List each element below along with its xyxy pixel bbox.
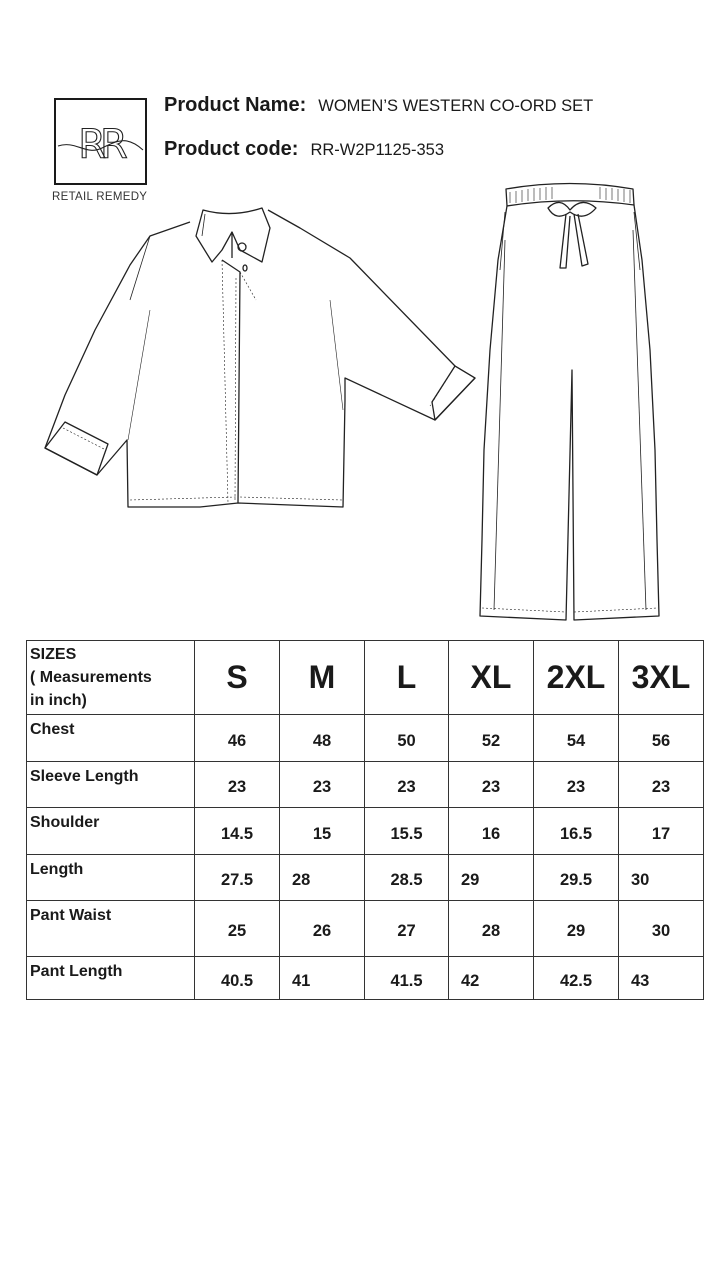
measurement-cell: 23 xyxy=(195,762,280,808)
size-header: 2XL xyxy=(534,641,619,715)
measurement-cell: 42.5 xyxy=(534,957,619,1000)
measurement-cell: 50 xyxy=(365,715,449,762)
rr-monogram-icon xyxy=(56,100,145,183)
measurement-cell: 23 xyxy=(449,762,534,808)
measurement-cell: 17 xyxy=(619,808,704,855)
shirt-sketch xyxy=(40,200,490,520)
pants-outline xyxy=(480,205,659,620)
corner-line: in inch) xyxy=(30,692,87,709)
measurement-cell: 16 xyxy=(449,808,534,855)
measurement-cell: 15.5 xyxy=(365,808,449,855)
measurement-cell: 42 xyxy=(449,957,534,1000)
measurement-cell: 29 xyxy=(449,855,534,901)
measurement-cell: 52 xyxy=(449,715,534,762)
table-row xyxy=(27,715,704,762)
measurement-cell: 48 xyxy=(280,715,365,762)
measurement-cell: 28 xyxy=(449,901,534,957)
size-header: S xyxy=(195,641,280,715)
table-row xyxy=(27,901,704,957)
drawstring-bow xyxy=(548,202,596,216)
size-chart-table xyxy=(26,640,704,1000)
measurement-cell: 28.5 xyxy=(365,855,449,901)
shirt-outline xyxy=(45,210,475,507)
row-label: Shoulder xyxy=(27,808,195,855)
product-name-label: Product Name: xyxy=(164,94,307,116)
size-header: L xyxy=(365,641,449,715)
pants-sketch xyxy=(478,180,668,630)
measurement-cell: 23 xyxy=(534,762,619,808)
sizes-header-cell xyxy=(27,641,195,715)
row-label: Chest xyxy=(27,715,195,762)
measurement-cell: 30 xyxy=(619,855,704,901)
size-header-row xyxy=(27,641,704,715)
left-cuff xyxy=(45,422,108,475)
corner-line: ( Measurements xyxy=(30,669,152,686)
measurement-cell: 14.5 xyxy=(195,808,280,855)
brand-logo xyxy=(54,98,147,185)
table-row xyxy=(27,957,704,1000)
measurement-cell: 56 xyxy=(619,715,704,762)
row-label: Sleeve Length xyxy=(27,762,195,808)
product-code-line xyxy=(164,138,444,161)
row-label: Pant Waist xyxy=(27,901,195,957)
waistband xyxy=(506,184,634,207)
row-label: Pant Length xyxy=(27,957,195,1000)
measurement-cell: 27.5 xyxy=(195,855,280,901)
measurement-cell: 43 xyxy=(619,957,704,1000)
measurement-cell: 41 xyxy=(280,957,365,1000)
collar xyxy=(196,208,270,262)
measurement-cell: 25 xyxy=(195,901,280,957)
row-label: Length xyxy=(27,855,195,901)
table-row xyxy=(27,808,704,855)
brand-name: RETAIL REMEDY xyxy=(52,191,148,203)
measurement-cell: 16.5 xyxy=(534,808,619,855)
measurement-cell: 23 xyxy=(280,762,365,808)
table-row xyxy=(27,855,704,901)
product-name-value: WOMEN’S WESTERN CO-ORD SET xyxy=(318,97,594,115)
measurement-cell: 41.5 xyxy=(365,957,449,1000)
drawstring-tie-left xyxy=(560,214,570,268)
drawstring-tie-right xyxy=(574,214,588,266)
size-header: 3XL xyxy=(619,641,704,715)
measurement-cell: 23 xyxy=(365,762,449,808)
measurement-cell: 28 xyxy=(280,855,365,901)
measurement-cell: 15 xyxy=(280,808,365,855)
size-header: M xyxy=(280,641,365,715)
measurement-cell: 54 xyxy=(534,715,619,762)
measurement-cell: 23 xyxy=(619,762,704,808)
corner-line: SIZES xyxy=(30,646,77,663)
measurement-cell: 40.5 xyxy=(195,957,280,1000)
product-code-value: RR-W2P1125-353 xyxy=(310,141,445,159)
measurement-cell: 30 xyxy=(619,901,704,957)
product-name-line xyxy=(164,94,593,117)
measurement-cell: 26 xyxy=(280,901,365,957)
table-row xyxy=(27,762,704,808)
logo-monogram: RR xyxy=(78,122,122,168)
measurement-cell: 46 xyxy=(195,715,280,762)
product-code-label: Product code: xyxy=(164,138,299,160)
shirt-button-icon xyxy=(243,265,247,271)
measurement-cell: 29 xyxy=(534,901,619,957)
measurement-cell: 29.5 xyxy=(534,855,619,901)
size-header: XL xyxy=(449,641,534,715)
measurement-cell: 27 xyxy=(365,901,449,957)
